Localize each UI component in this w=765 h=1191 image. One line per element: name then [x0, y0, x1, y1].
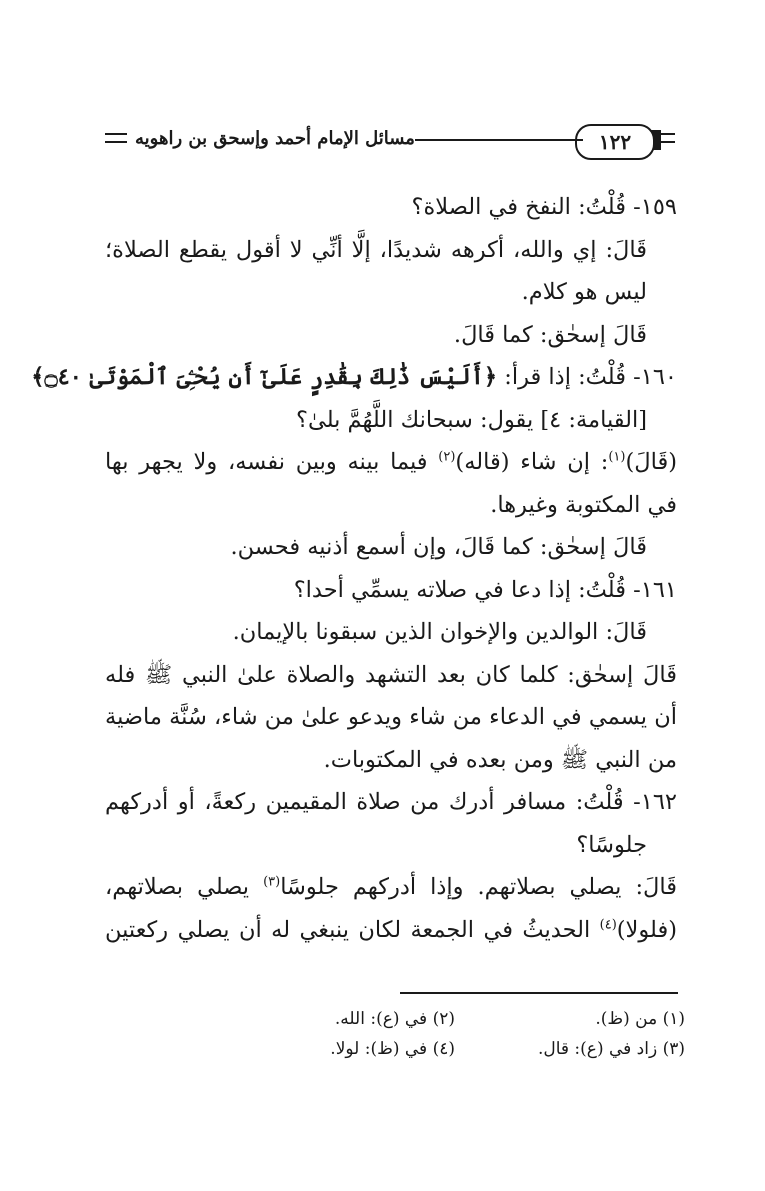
- running-header: [105, 118, 675, 162]
- text-line: أن يسمي في الدعاء من شاء ويدعو علىٰ من شاء، سُنَّة ماضية: [105, 704, 677, 730]
- footnote: (٣) زاد في (ع): قال.: [537, 1039, 685, 1059]
- text-line: جلوسًا؟: [576, 831, 647, 858]
- footnote-separator: [400, 992, 678, 994]
- text-line: قَالَ إسحٰق: كما قَالَ.: [453, 321, 647, 348]
- text-line: (قَالَ)$^{(١)}$: إن شاء (قاله)$^{(٢)}$ فيما بينه وبين نفسه، ولا يجهر بها: [105, 449, 677, 475]
- footnote: (٢) في (ع): الله.: [334, 1009, 455, 1029]
- footnote-marker: (٢): [438, 449, 456, 465]
- text-line: [القيامة: ٤] يقول: سبحانك اللَّهُمَّ بلىٰ؟: [296, 406, 647, 433]
- header-title: مسائل الإمام أحمد وإسحق بن راهويه: [135, 128, 415, 149]
- footnote-marker: (٣): [263, 874, 281, 890]
- text-line: قَالَ: إي والله، أكرهه شديدًا، إلَّا أنِّي لا أقول يقطع الصلاة؛: [105, 236, 647, 263]
- text-line: قَالَ إسحٰق: كلما كان بعد التشهد والصلاة علىٰ النبي ﷺ فله: [105, 661, 677, 688]
- text-line: ١٦١- قُلْتُ: إذا دعا في صلاته يسمِّي أحدا؟: [293, 576, 677, 603]
- footnote-marker: (١): [608, 449, 626, 465]
- footnote: (١) من (ظ).: [595, 1009, 685, 1029]
- text-line: ١٥٩- قُلْتُ: النفخ في الصلاة؟: [411, 194, 677, 220]
- footnote: (٤) في (ظ): لولا.: [330, 1039, 455, 1059]
- text-line: قَالَ إسحٰق: كما قَالَ، وإن أسمع أذنيه فحسن.: [230, 534, 647, 560]
- text-line: ليس هو كلام.: [521, 279, 647, 305]
- page-body: [31, 186, 677, 951]
- page-number: ١٢٢: [575, 124, 655, 160]
- text-line: ١٦٢- قُلْتُ: مسافر أدرك من صلاة المقيمين ركعةً، أو أدركهم: [105, 789, 677, 815]
- footnote-marker: (٤): [599, 917, 617, 932]
- text-line: قَالَ: يصلي بصلاتهم. وإذا أدركهم جلوسًا$^{(٣)}$ يصلي بصلاتهم،: [105, 874, 677, 900]
- text-line: من النبي ﷺ ومن بعده في المكتوبات.: [323, 746, 677, 773]
- text-line: [31, 356, 677, 399]
- question-label: ١٦٠- قُلْتُ: إذا قرأ:: [504, 364, 677, 390]
- text-line: (فلولا)$^{(٤)}$ الحديثُ في الجمعة لكان ينبغي له أن يصلي ركعتين: [105, 916, 677, 943]
- text-line: في المكتوبة وغيرها.: [490, 491, 677, 518]
- quran-verse: ﴿أَلَيْسَ ذَٰلِكَ بِقَٰدِرٍ عَلَىٰٓ أَن يُحْـِۧىَ ٱلْمَوْتَىٰ ۝٤٠﴾: [31, 364, 498, 390]
- footnotes: [225, 1004, 685, 1064]
- text-line: قَالَ: الوالدين والإخوان الذين سبقونا بالإيمان.: [232, 619, 647, 645]
- header-rule-left: [105, 133, 127, 143]
